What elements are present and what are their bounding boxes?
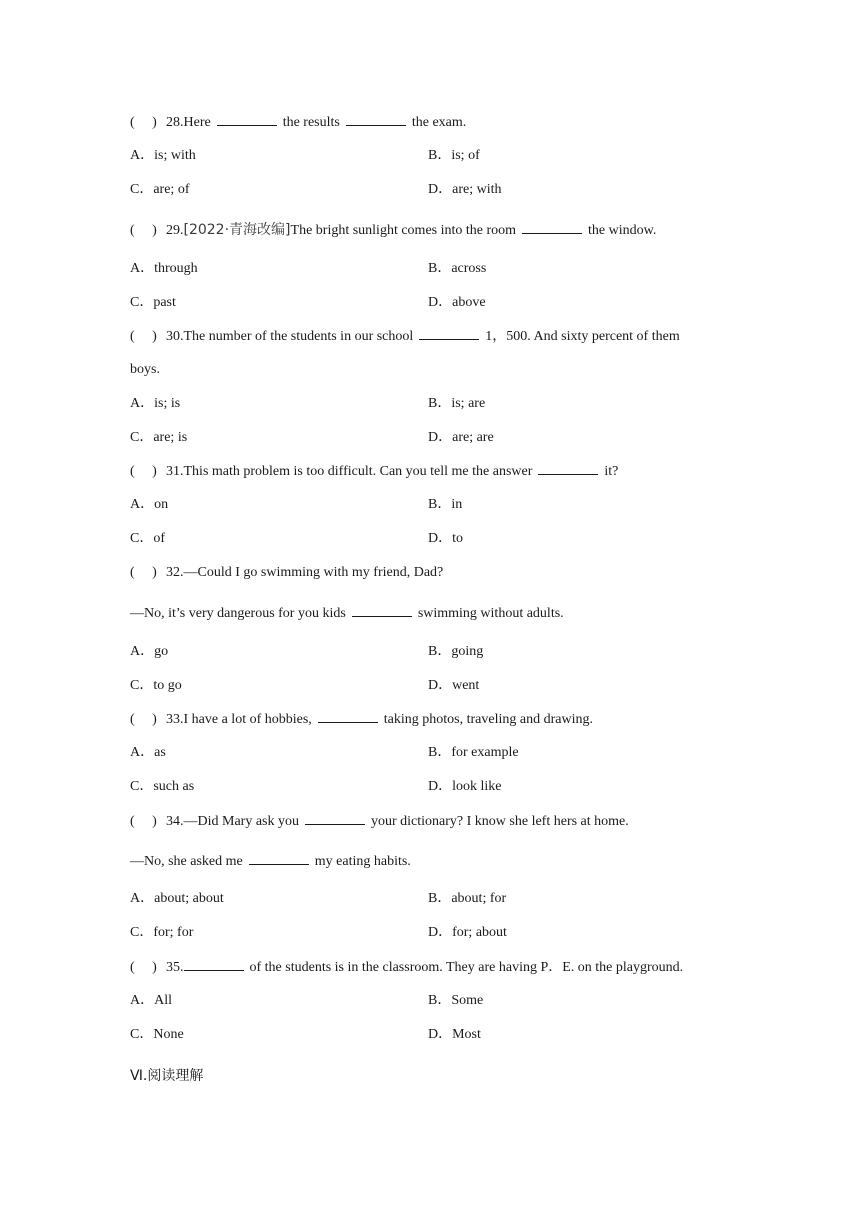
question-text: 28.Here (166, 115, 211, 130)
question-30 (130, 327, 680, 346)
answer-blank[interactable] (419, 327, 479, 340)
question-text: 1，500. And sixty percent of them (485, 329, 680, 344)
option-a[interactable]: A．is; is (130, 396, 181, 411)
answer-blank[interactable] (305, 812, 365, 825)
answer-blank[interactable] (249, 852, 309, 865)
option-c[interactable]: C．are; is (130, 430, 188, 445)
answer-blank[interactable] (318, 710, 378, 723)
question-28 (130, 113, 466, 132)
option-a[interactable]: A．is; with (130, 148, 196, 163)
answer-blank[interactable] (538, 462, 598, 475)
option-a[interactable]: A．on (130, 497, 169, 512)
question-text: 34.—Did Mary ask you (166, 814, 299, 829)
option-d[interactable]: D．above (428, 295, 486, 310)
question-text: my eating habits. (314, 854, 411, 869)
question-text: —No, she asked me (130, 854, 243, 869)
answer-blank[interactable] (184, 958, 244, 971)
option-d[interactable]: D．Most (428, 1027, 481, 1042)
question-35 (130, 958, 683, 977)
option-d[interactable]: D．look like (428, 779, 502, 794)
option-c[interactable]: C．for; for (130, 925, 194, 940)
option-b[interactable]: B．for example (428, 745, 519, 760)
question-text: the results (282, 115, 340, 130)
question-text: swimming without adults. (417, 606, 564, 621)
answer-paren[interactable]: ( ) (130, 712, 157, 727)
option-b[interactable]: B．is; are (428, 396, 486, 411)
answer-paren[interactable]: ( ) (130, 115, 157, 130)
option-d[interactable]: D．are; with (428, 182, 502, 197)
question-text: your dictionary? I know she left hers at home. (371, 814, 629, 829)
option-c[interactable]: C．of (130, 531, 165, 546)
question-continuation (130, 852, 411, 871)
option-d[interactable]: D．are; are (428, 430, 494, 445)
option-b[interactable]: B．about; for (428, 891, 507, 906)
option-a[interactable]: A．as (130, 745, 166, 760)
question-text: 32.—Could I go swimming with my friend, Dad? (166, 565, 444, 580)
option-a[interactable]: A．about; about (130, 891, 224, 906)
option-c[interactable]: C．such as (130, 779, 195, 794)
question-text: —No, it’s very dangerous for you kids (130, 606, 346, 621)
option-a[interactable]: A．All (130, 993, 172, 1008)
question-text: 29. (166, 223, 184, 238)
question-34 (130, 812, 629, 831)
option-c[interactable]: C．are; of (130, 182, 190, 197)
answer-blank[interactable] (522, 221, 582, 234)
question-text: the window. (588, 223, 657, 238)
question-text: The bright sunlight comes into the room (290, 223, 517, 238)
question-continuation: boys. (130, 362, 160, 377)
question-text: 35. (166, 960, 184, 975)
option-c[interactable]: C．to go (130, 678, 182, 693)
option-a[interactable]: A．through (130, 261, 198, 276)
question-text: 30.The number of the students in our school (166, 329, 414, 344)
option-b[interactable]: B．across (428, 261, 487, 276)
option-c[interactable]: C．past (130, 295, 176, 310)
option-b[interactable]: B．Some (428, 993, 484, 1008)
option-b[interactable]: B．going (428, 644, 484, 659)
question-29 (130, 221, 656, 240)
answer-paren[interactable]: ( ) (130, 565, 157, 580)
question-text: it? (604, 464, 619, 479)
question-text: taking photos, traveling and drawing. (383, 712, 593, 727)
answer-paren[interactable]: ( ) (130, 223, 157, 238)
option-b[interactable]: B．is; of (428, 148, 480, 163)
answer-blank[interactable] (352, 604, 412, 617)
answer-paren[interactable]: ( ) (130, 960, 157, 975)
answer-blank[interactable] (346, 113, 406, 126)
question-source: [2022·青海改编] (183, 222, 291, 238)
question-31 (130, 462, 618, 481)
question-text: 33.I have a lot of hobbies, (166, 712, 312, 727)
answer-blank[interactable] (217, 113, 277, 126)
question-text: of the students is in the classroom. They are having P．E. on the playground. (249, 960, 684, 975)
answer-paren[interactable]: ( ) (130, 814, 157, 829)
question-text: the exam. (411, 115, 467, 130)
answer-paren[interactable]: ( ) (130, 329, 157, 344)
question-33 (130, 710, 593, 729)
option-d[interactable]: D．to (428, 531, 463, 546)
option-d[interactable]: D．for; about (428, 925, 507, 940)
question-32 (130, 564, 443, 582)
option-c[interactable]: C．None (130, 1027, 184, 1042)
section-heading: Ⅵ.阅读理解 (130, 1068, 204, 1084)
option-a[interactable]: A．go (130, 644, 169, 659)
question-continuation (130, 604, 564, 623)
option-b[interactable]: B．in (428, 497, 463, 512)
option-d[interactable]: D．went (428, 678, 480, 693)
answer-paren[interactable]: ( ) (130, 464, 157, 479)
question-text: 31.This math problem is too difficult. Can you tell me the answer (166, 464, 533, 479)
